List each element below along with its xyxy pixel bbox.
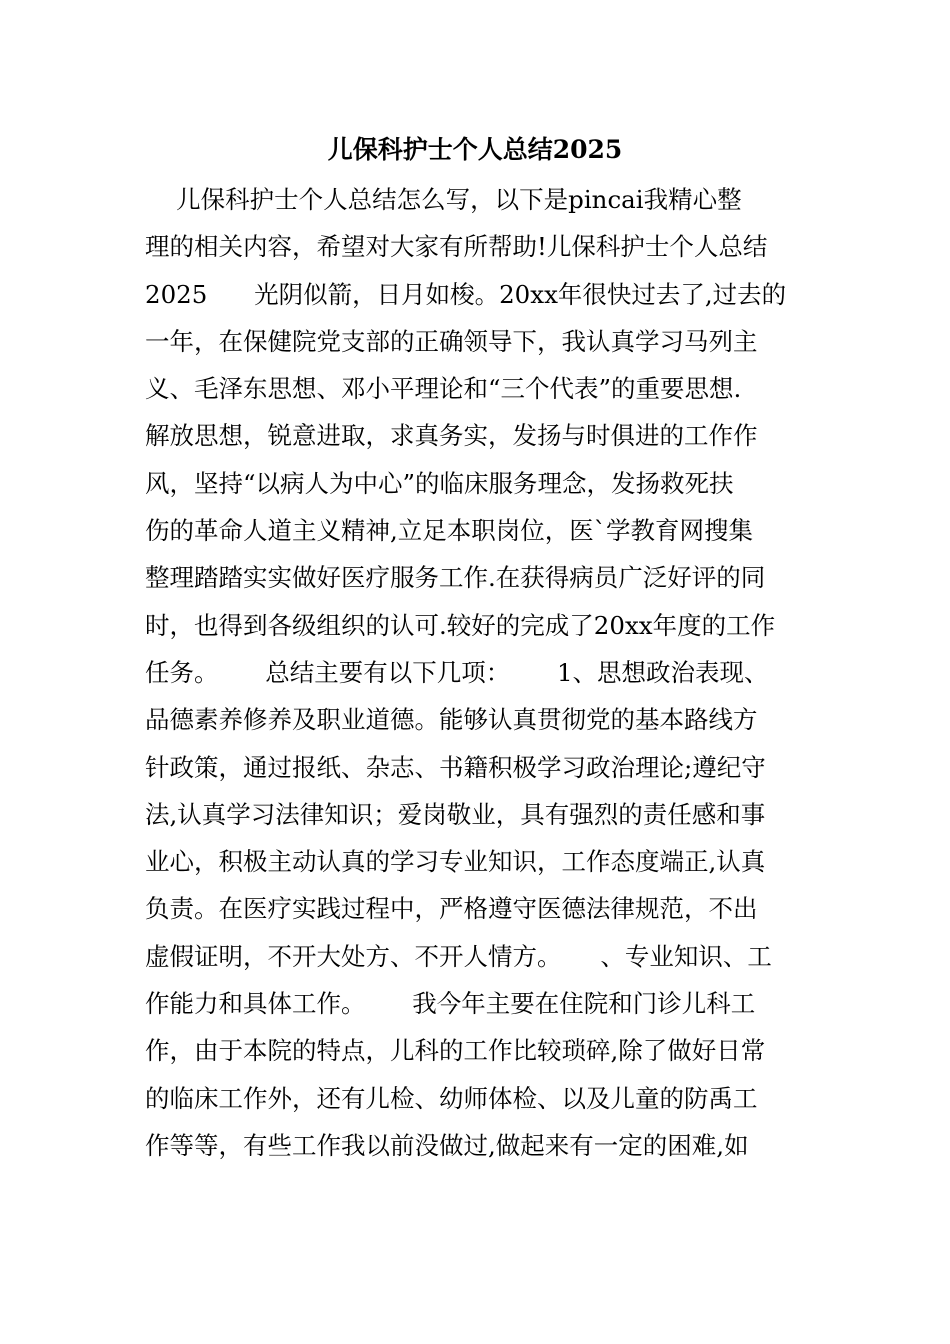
body-line: 风，坚持“以病人为中心”的临床服务理念，发扬救死扶 <box>145 468 734 498</box>
body-line: 理的相关内容，希望对大家有所帮助!儿保科护士个人总结 <box>145 232 768 262</box>
body-line: 一年，在保健院党支部的正确领导下，我认真学习马列主 <box>145 326 758 356</box>
body-line: 法,认真学习法律知识；爱岗敬业，具有强烈的责任感和事 <box>145 799 766 829</box>
document-title: 儿保科护士个人总结2025 <box>327 135 623 164</box>
document-body <box>145 176 810 1169</box>
body-line: 2025 光阴似箭，日月如梭。20xx年很快过去了,过去的 <box>145 279 787 309</box>
body-line: 业心，积极主动认真的学习专业知识，工作态度端正,认真 <box>145 847 766 877</box>
body-line: 作，由于本院的特点，儿科的工作比较琐碎,除了做好日常 <box>145 1036 766 1066</box>
body-line: 时，也得到各级组织的认可.较好的完成了20xx年度的工作 <box>145 610 776 640</box>
body-line: 品德素养修养及职业道德。能够认真贯彻党的基本路线方 <box>145 705 758 735</box>
body-line: 儿保科护士个人总结怎么写，以下是pincai我精心整 <box>145 185 742 214</box>
body-line: 虚假证明，不开大处方、不开人情方。 、专业知识、工 <box>145 941 772 971</box>
body-line: 整理踏踏实实做好医疗服务工作.在获得病员广泛好评的同 <box>145 563 766 593</box>
body-line: 任务。 总结主要有以下几项： 1、思想政治表现、 <box>145 657 769 687</box>
body-line: 义、毛泽东思想、邓小平理论和“三个代表”的重要思想. <box>145 374 742 404</box>
body-line: 作能力和具体工作。 我今年主要在住院和门诊儿科工 <box>145 989 756 1019</box>
body-line: 负责。在医疗实践过程中，严格遵守医德法律规范，不出 <box>145 894 758 924</box>
body-line: 的临床工作外，还有儿检、幼师体检、以及儿童的防禹工 <box>145 1083 758 1113</box>
body-line: 解放思想，锐意进取，求真务实，发扬与时俱进的工作作 <box>145 421 758 451</box>
body-line: 伤的革命人道主义精神,立足本职岗位，医`学教育网搜集 <box>145 516 754 546</box>
body-line: 针政策，通过报纸、杂志、书籍积极学习政治理论;遵纪守 <box>145 752 766 782</box>
body-line: 作等等，有些工作我以前没做过,做起来有一定的困难,如 <box>145 1130 749 1160</box>
